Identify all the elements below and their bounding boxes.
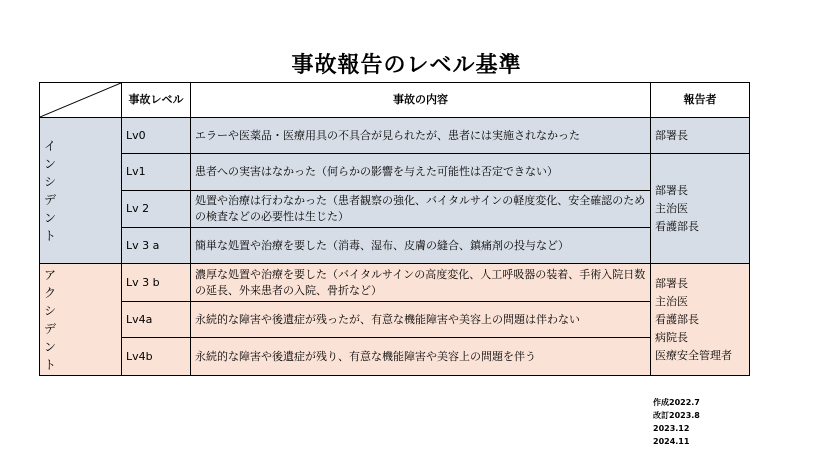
category-incident: イ ン シ デ ン ト bbox=[40, 118, 122, 264]
page-title: 事故報告のレベル基準 bbox=[291, 53, 522, 78]
header-content: 事故の内容 bbox=[191, 83, 651, 118]
table-row bbox=[40, 338, 750, 376]
content-cell: 濃厚な処置や治療を要した（バイタルサインの高度変化、人工呼吸器の装着、手術入院日数の延長、外来患者の入院、骨折など） bbox=[191, 264, 651, 302]
table-row bbox=[40, 264, 750, 302]
table-header-row bbox=[40, 83, 750, 118]
reporter-cell: 部署長 bbox=[651, 118, 750, 154]
revision-note: 改訂2023.8 bbox=[653, 411, 700, 420]
content-cell: 永続的な障害や後遺症が残ったが、有意な機能障害や美容上の問題は伴わない bbox=[191, 302, 651, 338]
level-cell: Lv0 bbox=[122, 118, 191, 154]
content-cell: 処置や治療は行わなかった（患者観察の強化、バイタルサインの軽度変化、安全確認のための検査などの必要性は生じた） bbox=[191, 191, 651, 228]
level-cell: Lv 3 a bbox=[122, 228, 191, 264]
table-row bbox=[40, 118, 750, 154]
header-diagonal-cell bbox=[40, 83, 122, 118]
content-cell: 永続的な障害や後遺症が残り、有意な機能障害や美容上の問題を伴う bbox=[191, 338, 651, 376]
level-cell: Lv1 bbox=[122, 154, 191, 191]
header-level: 事故レベル bbox=[122, 83, 191, 118]
content-cell: 患者への実害はなかった（何らかの影響を与えた可能性は否定できない） bbox=[191, 154, 651, 191]
content-cell: 簡単な処置や治療を要した（消毒、湿布、皮膚の縫合、鎮痛剤の投与など） bbox=[191, 228, 651, 264]
revision-note: 2024.11 bbox=[653, 437, 690, 446]
reporter-cell: 部署長 主治医 看護部長 病院長 医療安全管理者 bbox=[651, 264, 750, 376]
category-accident: ア ク シ デ ン ト bbox=[40, 264, 122, 376]
level-cell: Lv4a bbox=[122, 302, 191, 338]
header-reporter: 報告者 bbox=[651, 83, 750, 118]
diagonal-line bbox=[40, 83, 121, 117]
table-row bbox=[40, 191, 750, 228]
reporter-cell: 部署長 主治医 看護部長 bbox=[651, 154, 750, 264]
revision-note: 2023.12 bbox=[653, 424, 690, 433]
level-cell: Lv 3 b bbox=[122, 264, 191, 302]
table-row bbox=[40, 302, 750, 338]
table-row bbox=[40, 154, 750, 191]
content-cell: エラーや医薬品・医療用具の不具合が見られたが、患者には実施されなかった bbox=[191, 118, 651, 154]
revision-notes bbox=[653, 396, 700, 448]
level-table bbox=[39, 82, 750, 376]
revision-note: 作成2022.7 bbox=[653, 398, 700, 407]
table-row bbox=[40, 228, 750, 264]
level-cell: Lv 2 bbox=[122, 191, 191, 228]
level-cell: Lv4b bbox=[122, 338, 191, 376]
